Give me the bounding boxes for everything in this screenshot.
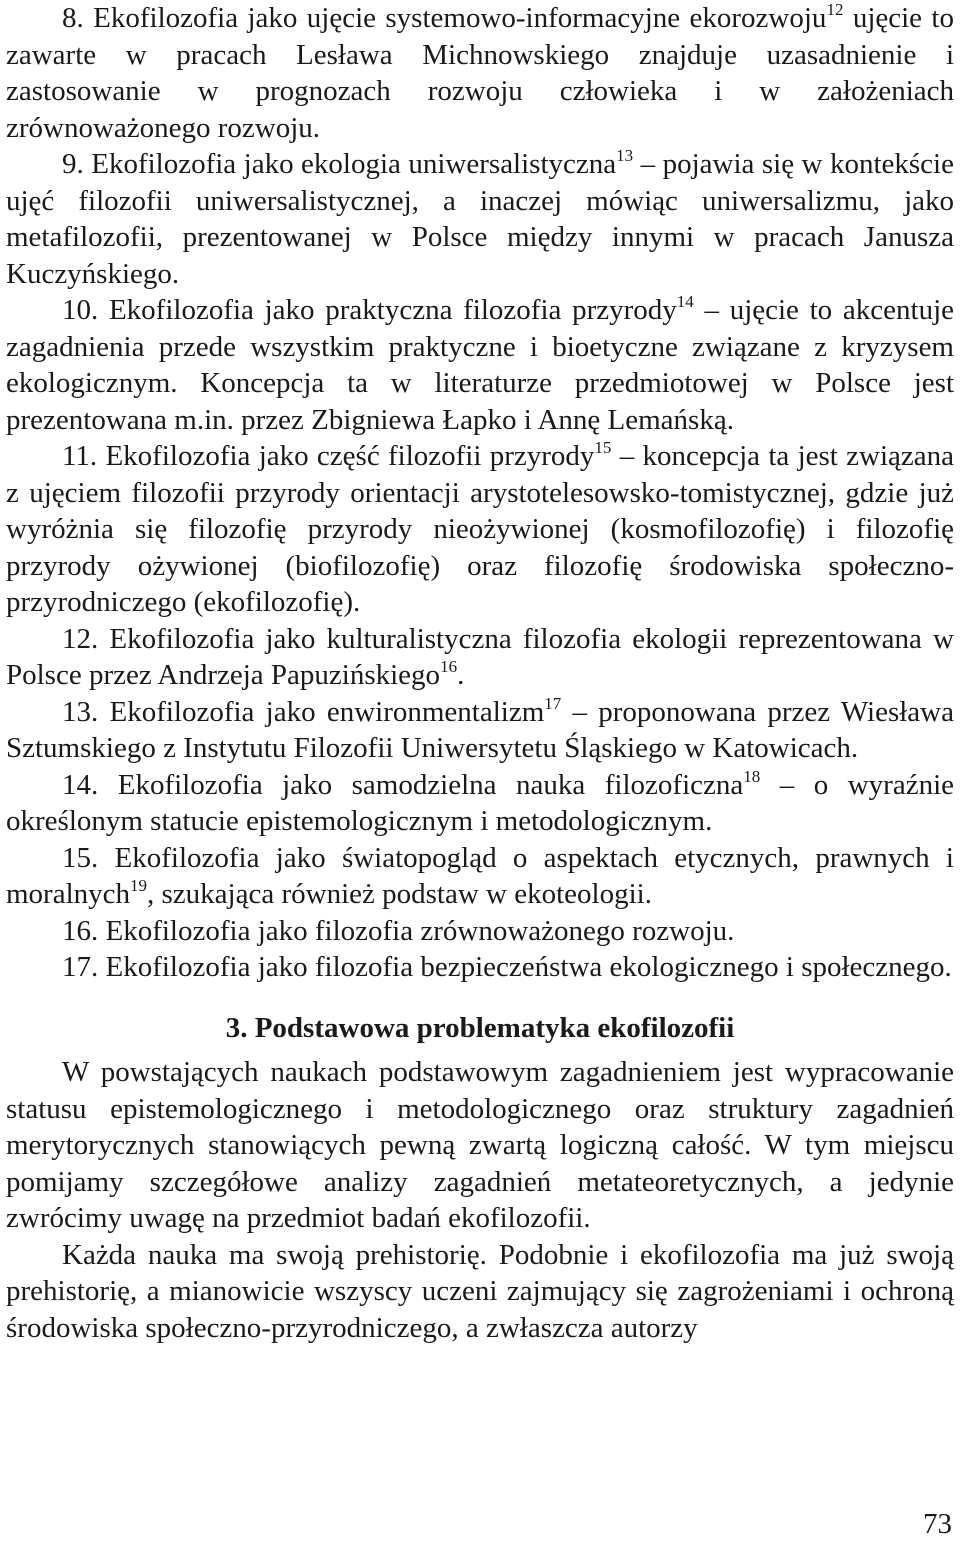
footnote-ref[interactable]: 15 [594, 438, 612, 457]
item-text: 9. Ekofilozofia jako ekologia uniwersalistyczna [62, 148, 617, 180]
item-text: 16. Ekofilozofia jako filozofia zrównoważonego rozwoju. [62, 914, 735, 947]
page-number: 73 [923, 1508, 952, 1540]
item-text: 11. Ekofilozofia jako część filozofii przyrody [62, 440, 595, 472]
list-item-10 [6, 292, 954, 438]
item-text: 13. Ekofilozofia jako enwironmentalizm [62, 695, 545, 728]
list-item-9 [6, 146, 954, 292]
item-text: – pojawia się w kontekście ujęć filozofii uniwersalistycznej, a inaczej mówiąc uniwersalizmu, jako metafilozofii, prezentowanej w Polsce między innymi w pracach Janusza Kuczyńskiego. [6, 148, 954, 290]
item-text: 8. Ekofilozofia jako ujęcie systemowo-informacyjne ekorozwoju [62, 2, 827, 34]
footnote-ref[interactable]: 13 [616, 146, 634, 165]
list-item-13 [6, 694, 954, 767]
item-text: – ujęcie to akcentuje zagadnienia przede wszystkim praktyczne i bioetyczne związane z kryzysem ekologicznym. Koncepcja ta w literaturze przedmiotowej w Polsce jest prezentowana m.in. przez Zbigniewa Łapko i Annę Lemańską. [6, 294, 954, 436]
footnote-ref[interactable]: 17 [544, 693, 562, 713]
item-text: 12. Ekofilozofia jako kulturalistyczna filozofia ekologii reprezentowana w Polsce przez Andrzeja Papuzińskiego [6, 622, 954, 691]
item-text: 15. Ekofilozofia jako światopogląd o aspektach etycznych, prawnych i moralnych [6, 841, 954, 910]
list-item-14 [6, 767, 954, 840]
item-text: . [457, 659, 465, 691]
item-text: 14. Ekofilozofia jako samodzielna nauka filozoficzna [62, 768, 744, 801]
footnote-ref[interactable]: 12 [826, 0, 844, 19]
list-item-12 [6, 621, 954, 694]
footnote-ref[interactable]: 16 [440, 657, 458, 676]
section-heading: 3. Podstawowa problematyka ekofilozofii [225, 1011, 735, 1044]
list-item-17 [6, 949, 954, 986]
footnote-ref[interactable]: 14 [676, 292, 694, 311]
footnote-ref[interactable]: 19 [130, 876, 148, 895]
item-text: – o wyraźnie określonym statucie epistemologicznym i metodologicznym. [6, 768, 954, 837]
item-text: 10. Ekofilozofia jako praktyczna filozofia przyrody [62, 294, 677, 326]
item-text: , szukająca również podstaw w ekoteologii. [147, 878, 652, 910]
item-text: – proponowana przez Wiesława Sztumskiego z Instytutu Filozofii Uniwersytetu Śląskiego w Katowicach. [6, 695, 954, 764]
list-item-8 [6, 0, 954, 146]
body-paragraph: Każda nauka ma swoją prehistorię. Podobnie i ekofilozofia ma już swoją prehistorię, a mianowicie wszyscy uczeni zajmujący się zagrożeniami i ochroną środowiska społeczno-przyrodniczego, a zwłaszcza autorzy [6, 1238, 954, 1344]
document-page [6, 0, 954, 1346]
item-text: ujęcie to zawarte w pracach Lesława Michnowskiego znajduje uzasadnienie i zastosowanie w prognozach rozwoju człowieka i w założeniach zrównoważonego rozwoju. [6, 2, 954, 144]
body-paragraph: W powstających naukach podstawowym zagadnieniem jest wypracowanie statusu epistemologicznego i metodologicznego oraz struktury zagadnień merytorycznych stanowiących pewną zwartą logiczną całość. W tym miejscu pomijamy szczegółowe analizy zagadnień metateoretycznych, a jedynie zwrócimy uwagę na przedmiot badań ekofilozofii. [6, 1056, 954, 1234]
item-text: 17. Ekofilozofia jako filozofia bezpieczeństwa ekologicznego i społecznego. [62, 951, 952, 983]
footnote-ref[interactable]: 18 [743, 766, 761, 786]
item-text: – koncepcja ta jest związana z ujęciem filozofii przyrody orientacji arystotelesowsko-tomistycznej, gdzie już wyróżnia się filozofię przyrody nieożywionej (kosmofilozofię) i filozofię przyrody ożywionej (biofilozofię) oraz filozofię środowiska społeczno-przyrodniczego (ekofilozofię). [6, 440, 954, 618]
list-item-16 [6, 913, 954, 950]
list-item-15 [6, 840, 954, 913]
list-item-11 [6, 438, 954, 621]
